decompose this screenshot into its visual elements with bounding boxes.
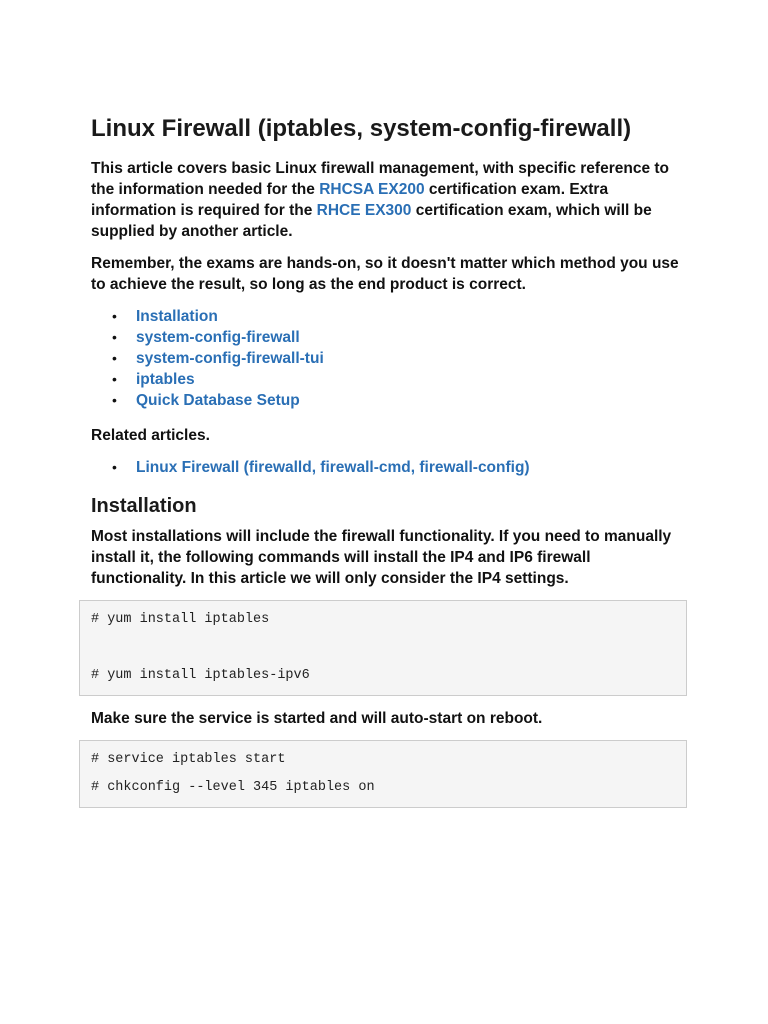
intro-text-2: certification exam. Extra information is required for the	[91, 181, 609, 219]
toc-item-iptables	[136, 369, 689, 390]
intro-text-3: certification exam, which will be supplied by another article.	[91, 202, 652, 240]
intro-text-1: This article covers basic Linux firewall management, with specific reference to the information needed for the	[91, 160, 670, 198]
toc-link-system-config-firewall[interactable]: system-config-firewall	[136, 329, 300, 346]
installation-paragraph: Most installations will include the firewall functionality. If you need to manually install it, the following commands will install the IP4 and IP6 firewall functionality. In this article we will only consider the IP4 settings.	[91, 528, 672, 587]
code-line: # service iptables start	[91, 752, 286, 767]
toc-item-system-config-firewall	[136, 327, 689, 348]
related-link-firewalld[interactable]: Linux Firewall (firewalld, firewall-cmd, firewall-config)	[136, 459, 530, 476]
code-line: # yum install iptables	[91, 612, 270, 627]
related-articles-list	[91, 457, 689, 478]
intro-paragraph	[91, 158, 689, 242]
related-item	[136, 457, 689, 478]
code-line: # yum install iptables-ipv6	[91, 668, 310, 683]
code-line: # chkconfig --level 345 iptables on	[91, 780, 375, 795]
rhcsa-ex200-link[interactable]: RHCSA EX200	[319, 181, 425, 198]
service-paragraph: Make sure the service is started and will auto-start on reboot.	[91, 710, 543, 727]
toc-item-installation	[136, 306, 689, 327]
install-code-block	[79, 600, 687, 696]
installation-heading: Installation	[91, 495, 197, 517]
page-title: Linux Firewall (iptables, system-config-firewall)	[91, 115, 632, 142]
related-articles-label: Related articles.	[91, 427, 210, 444]
code-gap	[91, 629, 675, 667]
toc-link-installation[interactable]: Installation	[136, 308, 218, 325]
rhce-ex300-link[interactable]: RHCE EX300	[316, 202, 412, 219]
toc-item-system-config-firewall-tui	[136, 348, 689, 369]
remember-paragraph: Remember, the exams are hands-on, so it doesn't matter which method you use to achieve the result, so long as the end product is correct.	[91, 255, 679, 293]
article	[91, 112, 689, 820]
toc-item-quick-database-setup	[136, 390, 689, 411]
service-code-block	[79, 740, 687, 808]
toc-link-quick-database-setup[interactable]: Quick Database Setup	[136, 392, 300, 409]
toc-link-system-config-firewall-tui[interactable]: system-config-firewall-tui	[136, 350, 324, 367]
toc-link-iptables[interactable]: iptables	[136, 371, 195, 388]
table-of-contents	[91, 306, 689, 411]
